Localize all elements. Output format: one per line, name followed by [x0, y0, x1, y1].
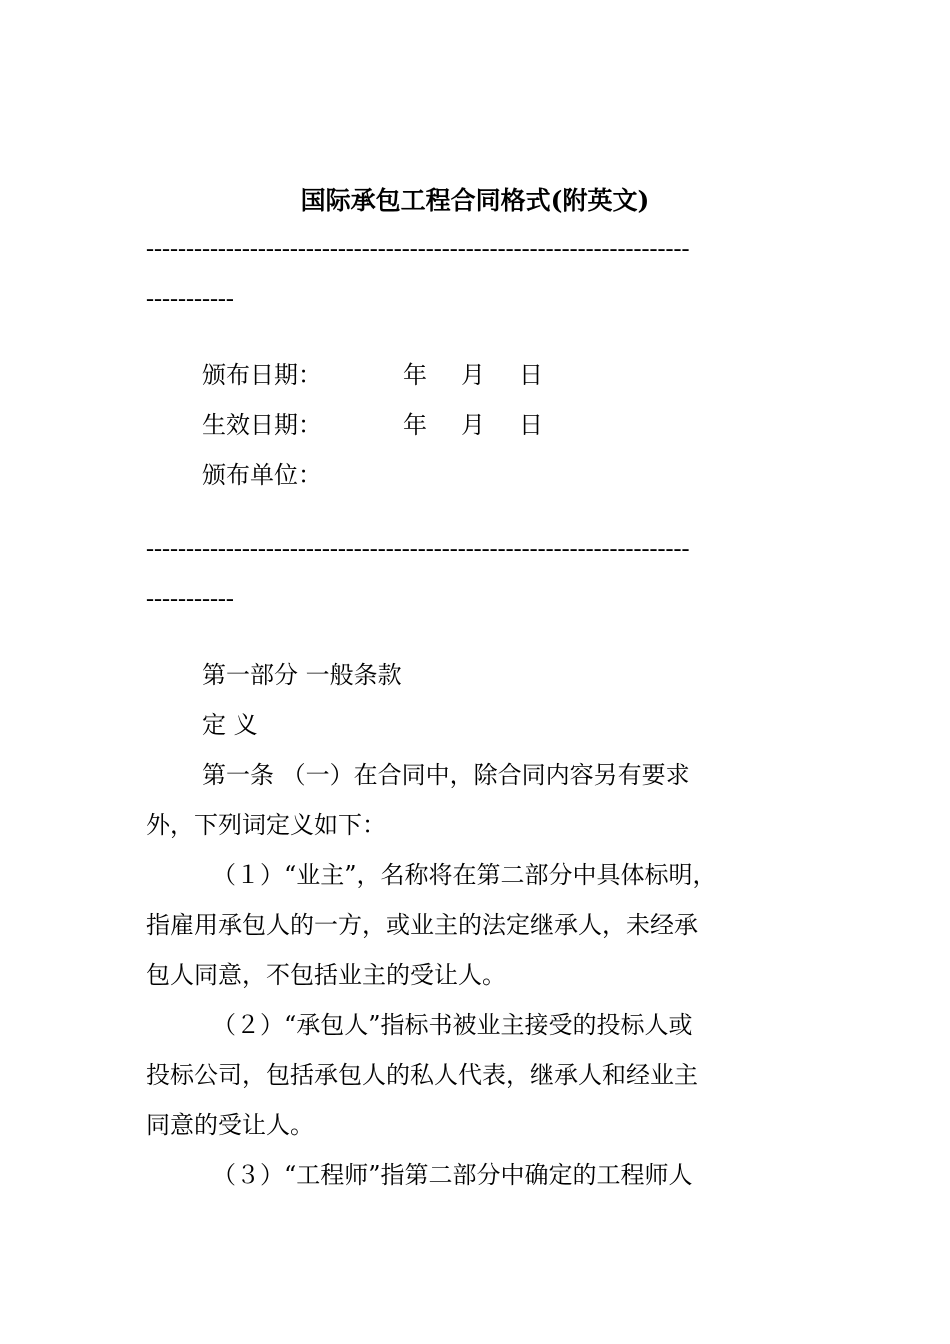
paragraph-line: 第一条 （一）在合同中，除合同内容另有要求: [202, 761, 690, 789]
year-label: 年: [403, 411, 427, 439]
day-label: 日: [519, 411, 543, 439]
separator-line: -----------: [146, 286, 234, 312]
issuer-row: [146, 455, 882, 495]
paragraph-line: （１）“业主”，名称将在第二部分中具体标明，: [212, 861, 717, 889]
paragraph-line: 指雇用承包人的一方，或业主的法定继承人，未经承: [146, 911, 698, 939]
issue-date-label: 颁布日期：: [202, 361, 322, 389]
day-label: 日: [519, 361, 543, 389]
paragraph-line: 包人同意，不包括业主的受让人。: [146, 961, 506, 989]
issuer-label: 颁布单位：: [202, 461, 322, 489]
effective-date-row: [146, 405, 882, 445]
issue-date-row: [146, 355, 882, 395]
paragraph-line: 投标公司，包括承包人的私人代表，继承人和经业主: [146, 1061, 698, 1089]
separator-line: --------------------------------------------------------------------: [146, 236, 690, 262]
year-label: 年: [403, 361, 427, 389]
paragraph-line: （２）“承包人”指标书被业主接受的投标人或: [212, 1011, 693, 1039]
effective-date-label: 生效日期：: [202, 411, 322, 439]
separator-line: --------------------------------------------------------------------: [146, 536, 690, 562]
month-label: 月: [461, 361, 485, 389]
separator-line: -----------: [146, 586, 234, 612]
paragraph-line: 同意的受让人。: [146, 1111, 314, 1139]
part-heading: 第一部分 一般条款: [202, 661, 402, 689]
definition-heading: 定 义: [202, 711, 258, 739]
paragraph-line: 外，下列词定义如下：: [146, 811, 386, 839]
document-title: 国际承包工程合同格式(附英文): [300, 186, 650, 215]
month-label: 月: [461, 411, 485, 439]
paragraph-line: （３）“工程师”指第二部分中确定的工程师人: [212, 1161, 693, 1189]
